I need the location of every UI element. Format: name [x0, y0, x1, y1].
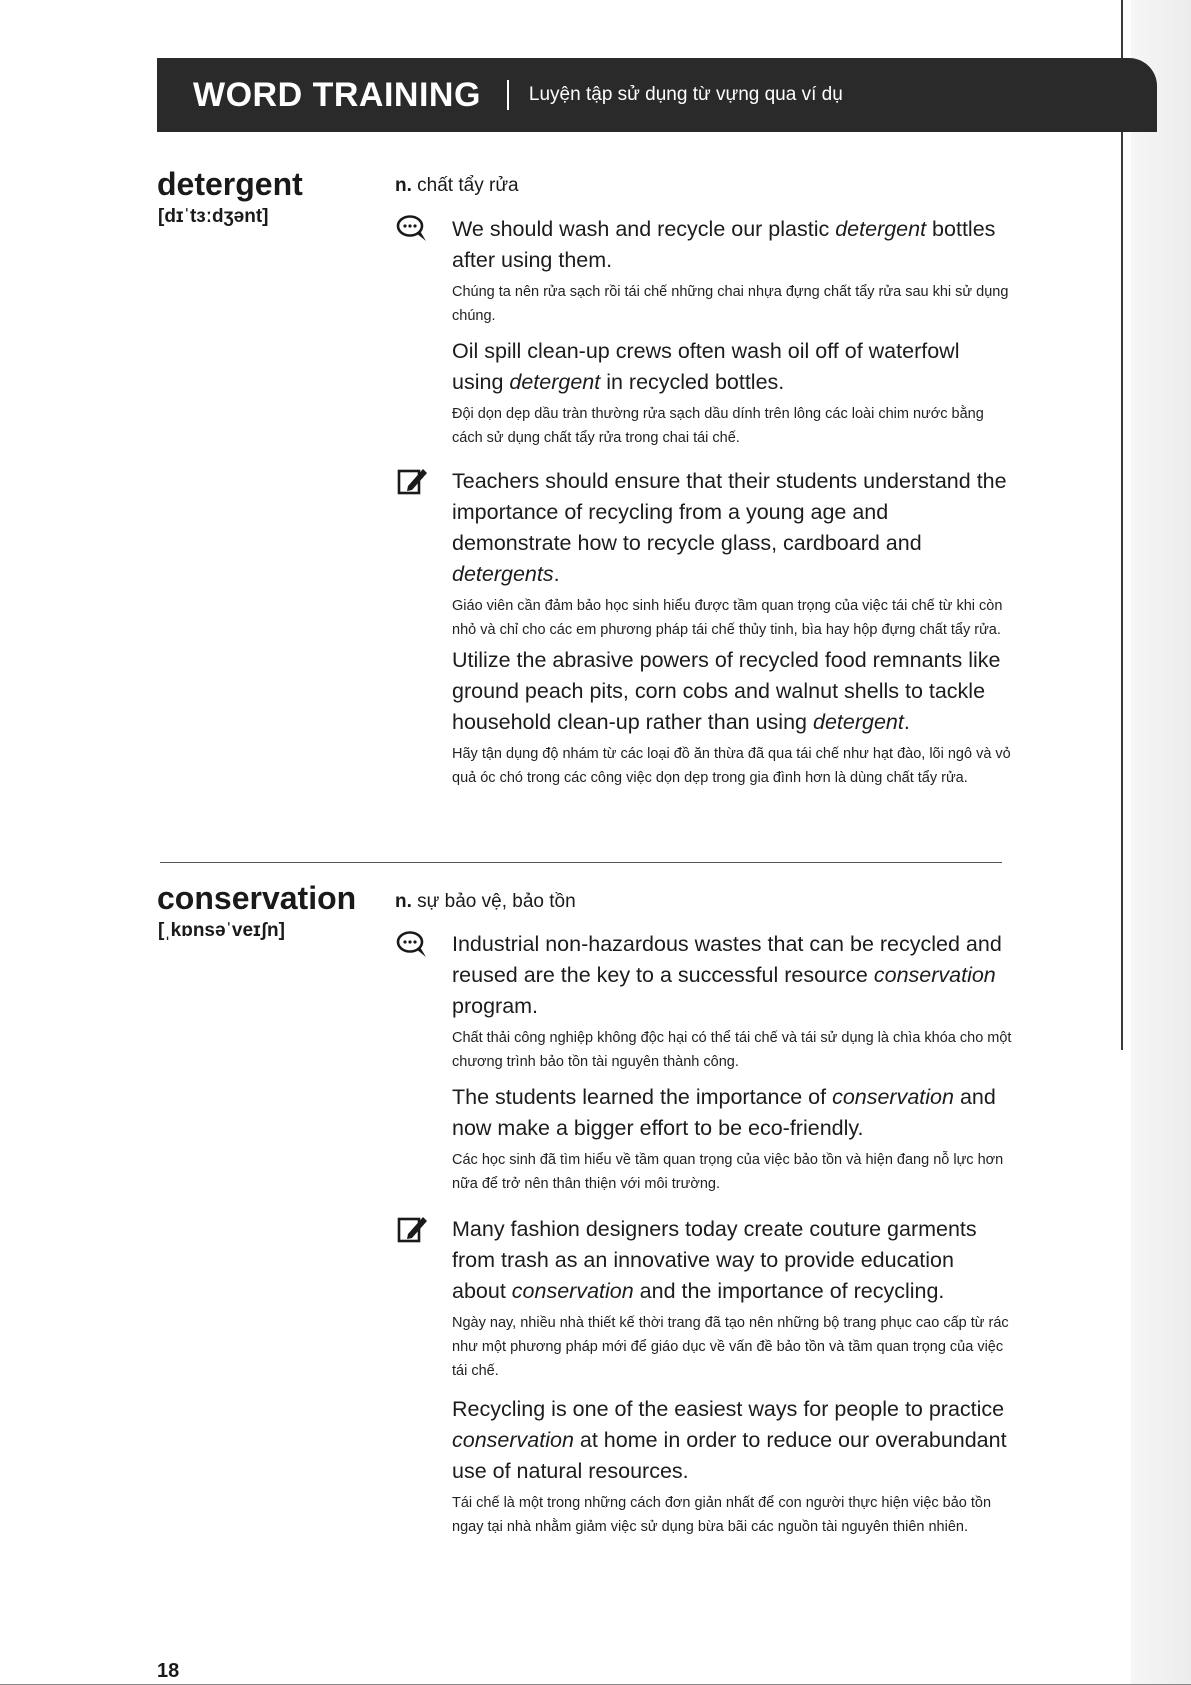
example-block [452, 214, 1012, 328]
part-of-speech: n. [395, 175, 412, 196]
entry-meaning: chất tẩy rửa [417, 175, 519, 196]
page-binding-edge [1121, 0, 1123, 1050]
keyword: conservation [832, 1085, 954, 1109]
speech-bubble-icon [396, 214, 430, 244]
example-block [452, 645, 1012, 790]
example-vietnamese: Giáo viên cần đảm bảo học sinh hiểu được tầm quan trọng của việc tái chế từ khi còn nhỏ và chỉ cho các em phương pháp tái chế thủy tinh, bìa hay hộp đựng chất tẩy rửa. [452, 598, 1003, 638]
entry-meaning: sự bảo vệ, bảo tồn [417, 891, 576, 912]
example-english: We should wash and recycle our plastic detergent bottles after using them. [452, 217, 996, 272]
page-edge-shadow [1131, 0, 1191, 1685]
example-block [452, 1214, 1012, 1383]
part-of-speech: n. [395, 891, 412, 912]
example-vietnamese: Ngày nay, nhiều nhà thiết kế thời trang đã tạo nên những bộ trang phục cao cấp từ rác như một phương pháp mới để giáo dục về vấn đề bảo tồn và tầm quan trọng của việc tái chế. [452, 1315, 1009, 1379]
section-title: WORD TRAINING [193, 75, 481, 114]
keyword: conservation [511, 1279, 634, 1303]
example-vietnamese: Chúng ta nên rửa sạch rồi tái chế những chai nhựa đựng chất tẩy rửa sau khi sử dụng chúng. [452, 284, 1009, 324]
example-english: Oil spill clean-up crews often wash oil off of waterfowl using detergent in recycled bottles. [452, 339, 960, 394]
header-separator [507, 80, 509, 110]
example-block [452, 336, 1012, 450]
pencil-note-icon [396, 1214, 430, 1244]
example-english: Industrial non-hazardous wastes that can be recycled and reused are the key to a successful resource conservation program. [452, 932, 1002, 1018]
example-block [452, 929, 1012, 1074]
example-english: Many fashion designers today create couture garments from trash as an innovative way to provide education about conservation and the importance of recycling. [452, 1217, 977, 1303]
example-vietnamese: Chất thải công nghiệp không độc hại có thể tái chế và tái sử dụng là chìa khóa cho một chương trình bảo tồn tài nguyên thành công. [452, 1030, 1012, 1070]
section-header [157, 58, 1157, 132]
section-subtitle: Luyện tập sử dụng từ vựng qua ví dụ [528, 84, 843, 105]
keyword: detergents [452, 562, 554, 586]
keyword: detergent [812, 710, 904, 734]
keyword: detergent [835, 217, 927, 241]
example-block [452, 1394, 1012, 1539]
entry-word: detergent [157, 166, 303, 202]
keyword: detergent [509, 370, 601, 394]
example-vietnamese: Đội dọn dẹp dầu tràn thường rửa sạch dầu dính trên lông các loài chim nước bằng cách sử dụng chất tẩy rửa trong chai tái chế. [452, 406, 984, 446]
example-english: The students learned the importance of conservation and now make a bigger effort to be eco-friendly. [452, 1085, 996, 1140]
example-vietnamese: Các học sinh đã tìm hiểu về tầm quan trọng của việc bảo tồn và hiện đang nỗ lực hơn nữa để trở nên thân thiện với môi trường. [452, 1152, 1004, 1192]
entry-ipa: [ˌkɒnsəˈveɪʃn] [158, 920, 285, 941]
entry-word: conservation [157, 880, 357, 916]
keyword: conservation [873, 963, 996, 987]
keyword: conservation [452, 1428, 574, 1452]
entry-ipa: [dɪˈtɜːdʒənt] [158, 206, 269, 227]
page-number: 18 [157, 1660, 180, 1682]
example-english: Teachers should ensure that their students understand the importance of recycling from a young age and demonstrate how to recycle glass, cardboard and detergents. [452, 469, 1007, 586]
pencil-note-icon [396, 466, 430, 496]
example-vietnamese: Hãy tận dụng độ nhám từ các loại đồ ăn thừa đã qua tái chế như hạt đào, lõi ngô và vỏ quả óc chó trong các công việc dọn dẹp trong gia đình hơn là dùng chất tẩy rửa. [452, 746, 1011, 786]
example-block [452, 466, 1012, 642]
entry-definition [395, 891, 576, 913]
example-vietnamese: Tái chế là một trong những cách đơn giản nhất để con người thực hiện việc bảo tồn ngay tại nhà nhằm giảm việc sử dụng bừa bãi các nguồn tài nguyên thiên nhiên. [452, 1495, 992, 1535]
example-block [452, 1082, 1012, 1196]
entry-divider [160, 862, 1002, 863]
example-english: Utilize the abrasive powers of recycled food remnants like ground peach pits, corn cobs and walnut shells to tackle household clean-up rather than using detergent. [452, 648, 1001, 734]
example-english: Recycling is one of the easiest ways for people to practice conservation at home in order to reduce our overabundant use of natural resources. [452, 1397, 1007, 1483]
entry-definition [395, 175, 519, 197]
speech-bubble-icon [396, 930, 430, 960]
